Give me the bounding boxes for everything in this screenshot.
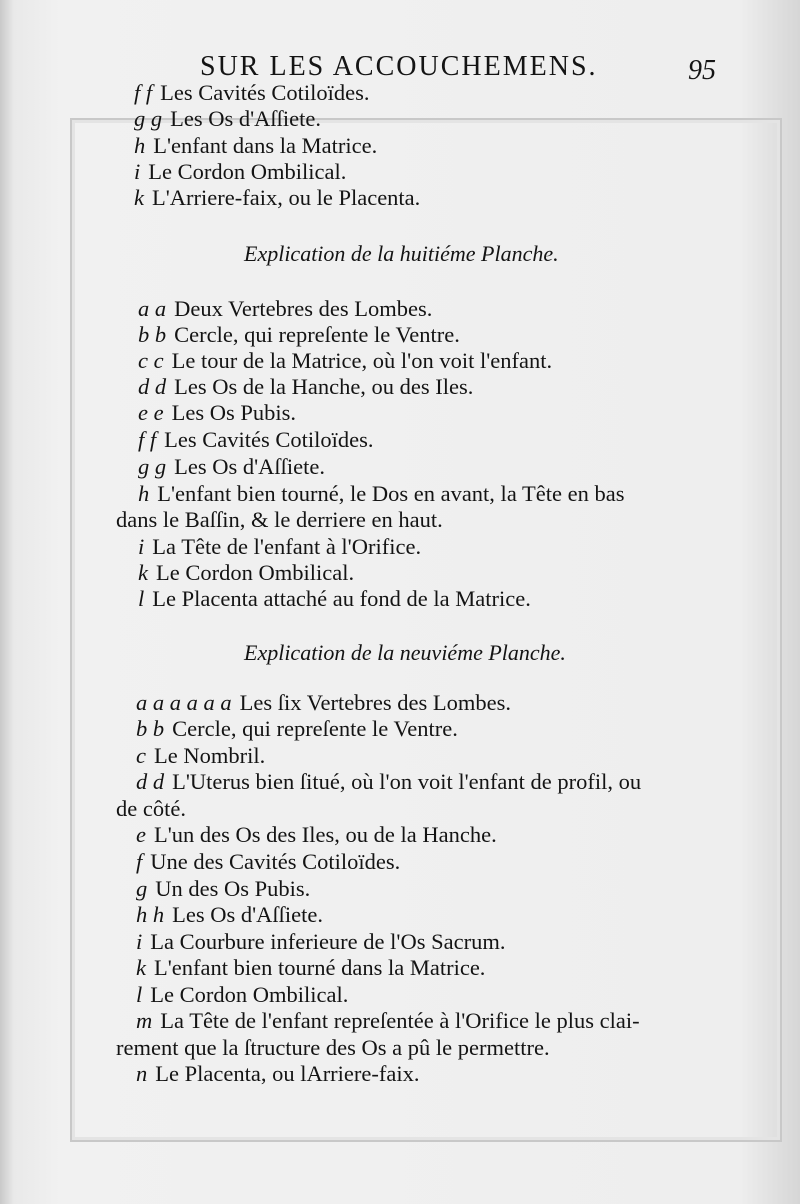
list-item: f f Les Cavités Cotiloïdes.	[138, 427, 374, 452]
list-item: h h Les Os d'Aſſiete.	[136, 902, 324, 927]
list-item: c Le Nombril.	[136, 743, 266, 768]
list-item: i La Courbure inferieure de l'Os Sacrum.	[136, 929, 506, 954]
list-item: b b Cercle, qui repreſente le Ventre.	[138, 322, 460, 347]
list-item: k L'Arriere-faix, ou le Placenta.	[134, 185, 421, 210]
list-item: f Une des Cavités Cotiloïdes.	[136, 849, 401, 874]
page-header	[0, 50, 800, 84]
page-number: 95	[688, 55, 716, 86]
section-heading: Explication de la neuviéme Planche.	[244, 640, 566, 665]
list-item: k L'enfant bien tourné dans la Matrice.	[136, 955, 486, 980]
list-item: b b Cercle, qui repreſente le Ventre.	[136, 716, 458, 741]
list-item: i La Tête de l'enfant à l'Orifice.	[138, 534, 422, 559]
list-item: d d L'Uterus bien ſitué, où l'on voit l'enfant de profil, ou	[136, 769, 642, 794]
list-item: e L'un des Os des Iles, ou de la Hanche.	[136, 822, 497, 847]
list-item: k Le Cordon Ombilical.	[138, 560, 355, 585]
list-item: g g Les Os d'Aſſiete.	[134, 106, 322, 131]
list-item: h L'enfant dans la Matrice.	[134, 133, 378, 158]
list-item-continuation: dans le Baſſin, & le derriere en haut.	[116, 507, 443, 532]
list-item: m La Tête de l'enfant repreſentée à l'Orifice le plus clai-	[136, 1008, 640, 1033]
section-heading: Explication de la huitiéme Planche.	[244, 241, 559, 266]
list-item: d d Les Os de la Hanche, ou des Iles.	[138, 374, 474, 399]
list-item: e e Les Os Pubis.	[138, 400, 296, 425]
running-title: SUR LES ACCOUCHEMENS.	[200, 51, 598, 82]
list-item-continuation: rement que la ſtructure des Os a pû le permettre.	[116, 1035, 550, 1060]
list-item: i Le Cordon Ombilical.	[134, 159, 347, 184]
list-item: h L'enfant bien tourné, le Dos en avant, la Tête en bas	[138, 481, 625, 506]
list-item: f f Les Cavités Cotiloïdes.	[134, 80, 370, 105]
list-item: l Le Cordon Ombilical.	[136, 982, 349, 1007]
list-item: a a Deux Vertebres des Lombes.	[138, 296, 433, 321]
list-item: l Le Placenta attaché au fond de la Matrice.	[138, 586, 531, 611]
list-item: c c Le tour de la Matrice, où l'on voit l'enfant.	[138, 348, 553, 373]
list-item: g Un des Os Pubis.	[136, 876, 311, 901]
list-item: a a a a a a Les ſix Vertebres des Lombes.	[136, 690, 512, 715]
list-item: n Le Placenta, ou lArriere-faix.	[136, 1061, 420, 1086]
list-item: g g Les Os d'Aſſiete.	[138, 454, 326, 479]
list-item-continuation: de côté.	[116, 796, 186, 821]
